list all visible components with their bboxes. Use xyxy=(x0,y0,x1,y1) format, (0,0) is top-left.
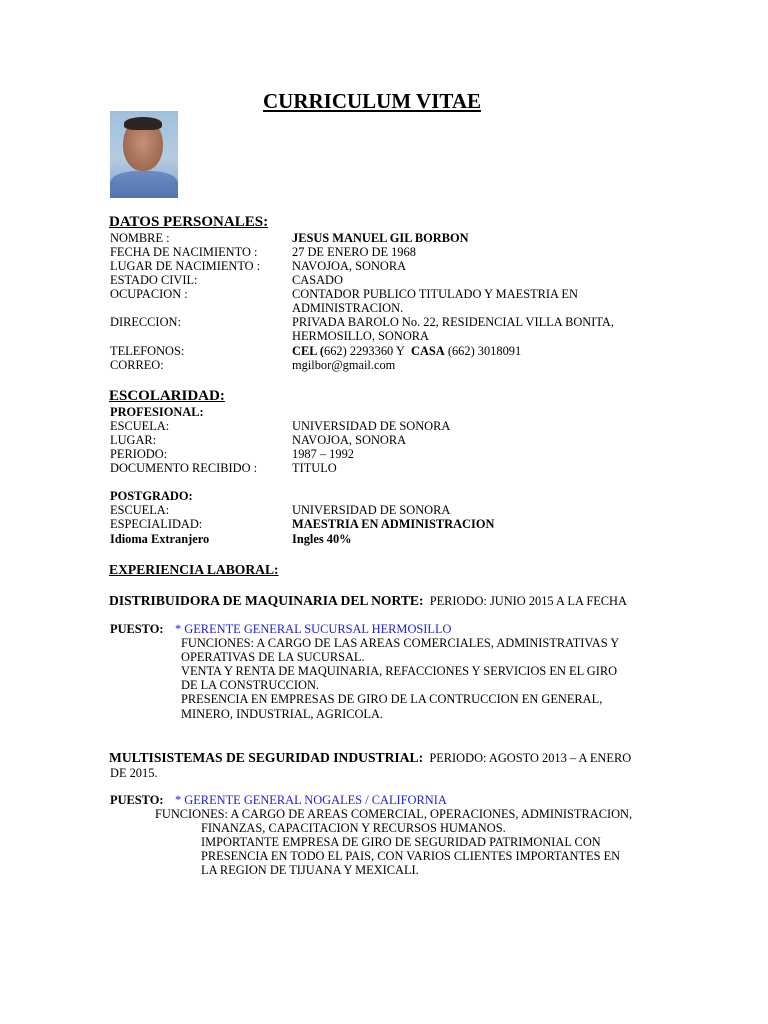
job2-puesto: * GERENTE GENERAL NOGALES / CALIFORNIA xyxy=(175,793,447,807)
job2-line-4: PRESENCIA EN TODO EL PAIS, CON VARIOS CLIENTES IMPORTANTES EN xyxy=(201,849,621,863)
job1-line-4: DE LA CONSTRUCCION. xyxy=(181,678,320,692)
job1-company: DISTRIBUIDORA DE MAQUINARIA DEL NORTE: xyxy=(109,593,424,608)
section-heading-experiencia: EXPERIENCIA LABORAL: xyxy=(109,562,279,577)
label-fecha-nacimiento: FECHA DE NACIMIENTO : xyxy=(110,245,258,259)
job1-line-3: VENTA Y RENTA DE MAQUINARIA, REFACCIONES Y SERVICIOS EN EL GIRO xyxy=(181,664,618,678)
label-lugar-nacimiento: LUGAR DE NACIMIENTO : xyxy=(110,259,261,273)
job2-period-line2: DE 2015. xyxy=(110,766,158,780)
label-telefonos: TELEFONOS: xyxy=(110,344,185,358)
label-escuela-postgrado: ESCUELA: xyxy=(110,503,170,517)
value-idioma: Ingles 40% xyxy=(292,532,352,546)
casa-label: CASA xyxy=(411,344,445,358)
cel-label: CEL ( xyxy=(292,344,325,358)
label-ocupacion: OCUPACION : xyxy=(110,287,188,301)
value-estado-civil: CASADO xyxy=(292,273,343,287)
value-telefonos xyxy=(292,344,521,358)
label-documento: DOCUMENTO RECIBIDO : xyxy=(110,461,258,475)
job1-puesto-label: PUESTO: xyxy=(110,622,164,636)
subheading-profesional: PROFESIONAL: xyxy=(110,405,204,419)
subheading-postgrado: POSTGRADO: xyxy=(110,489,193,503)
value-correo: mgilbor@gmail.com xyxy=(292,358,396,372)
label-direccion: DIRECCION: xyxy=(110,315,181,329)
label-correo: CORREO: xyxy=(110,358,164,372)
job1-puesto: * GERENTE GENERAL SUCURSAL HERMOSILLO xyxy=(175,622,452,636)
value-fecha-nacimiento: 27 DE ENERO DE 1968 xyxy=(292,245,416,259)
job1-period: PERIODO: JUNIO 2015 A LA FECHA xyxy=(429,594,627,608)
job1-line-5: PRESENCIA EN EMPRESAS DE GIRO DE LA CONTRUCCION EN GENERAL, xyxy=(181,692,603,706)
value-direccion-line2: HERMOSILLO, SONORA xyxy=(292,329,429,343)
label-lugar: LUGAR: xyxy=(110,433,157,447)
job1-line-2: OPERATIVAS DE LA SUCURSAL. xyxy=(181,650,365,664)
job2-line-5: LA REGION DE TIJUANA Y MEXICALI. xyxy=(201,863,419,877)
value-ocupacion: CONTADOR PUBLICO TITULADO Y MAESTRIA EN xyxy=(292,287,578,301)
value-escuela: UNIVERSIDAD DE SONORA xyxy=(292,419,451,433)
value-periodo: 1987 – 1992 xyxy=(292,447,354,461)
job2-header xyxy=(109,750,631,766)
job1-line-1: FUNCIONES: A CARGO DE LAS AREAS COMERCIALES, ADMINISTRATIVAS Y xyxy=(181,636,620,650)
cel-number: 662) 2293360 Y xyxy=(324,344,405,358)
job2-company: MULTISISTEMAS DE SEGURIDAD INDUSTRIAL: xyxy=(109,750,424,765)
value-lugar-nacimiento: NAVOJOA, SONORA xyxy=(292,259,407,273)
label-periodo: PERIODO: xyxy=(110,447,168,461)
label-escuela: ESCUELA: xyxy=(110,419,170,433)
section-heading-escolaridad: ESCOLARIDAD: xyxy=(109,388,225,404)
label-estado-civil: ESTADO CIVIL: xyxy=(110,273,198,287)
label-idioma: Idioma Extranjero xyxy=(110,532,210,546)
job2-line-2: FINANZAS, CAPACITACION Y RECURSOS HUMANOS. xyxy=(201,821,506,835)
document-title: CURRICULUM VITAE xyxy=(263,89,481,113)
value-ocupacion-line2: ADMINISTRACION. xyxy=(292,301,404,315)
value-escuela-postgrado: UNIVERSIDAD DE SONORA xyxy=(292,503,451,517)
job2-line-3: IMPORTANTE EMPRESA DE GIRO DE SEGURIDAD PATRIMONIAL CON xyxy=(201,835,601,849)
job1-header xyxy=(109,593,627,609)
section-heading-datos: DATOS PERSONALES: xyxy=(109,214,269,230)
value-lugar: NAVOJOA, SONORA xyxy=(292,433,407,447)
label-nombre: NOMBRE : xyxy=(110,231,170,245)
value-direccion: PRIVADA BAROLO No. 22, RESIDENCIAL VILLA BONITA, xyxy=(292,315,614,329)
job2-puesto-label: PUESTO: xyxy=(110,793,164,807)
job2-line-1: FUNCIONES: A CARGO DE AREAS COMERCIAL, OPERACIONES, ADMINISTRACION, xyxy=(155,807,633,821)
value-especialidad: MAESTRIA EN ADMINISTRACION xyxy=(292,517,495,531)
value-nombre: JESUS MANUEL GIL BORBON xyxy=(292,231,469,245)
label-especialidad: ESPECIALIDAD: xyxy=(110,517,203,531)
job1-line-6: MINERO, INDUSTRIAL, AGRICOLA. xyxy=(181,707,384,721)
casa-number: (662) 3018091 xyxy=(447,344,522,358)
job2-period: PERIODO: AGOSTO 2013 – A ENERO xyxy=(429,751,632,765)
profile-photo xyxy=(110,111,178,198)
value-documento: TITULO xyxy=(292,461,337,475)
